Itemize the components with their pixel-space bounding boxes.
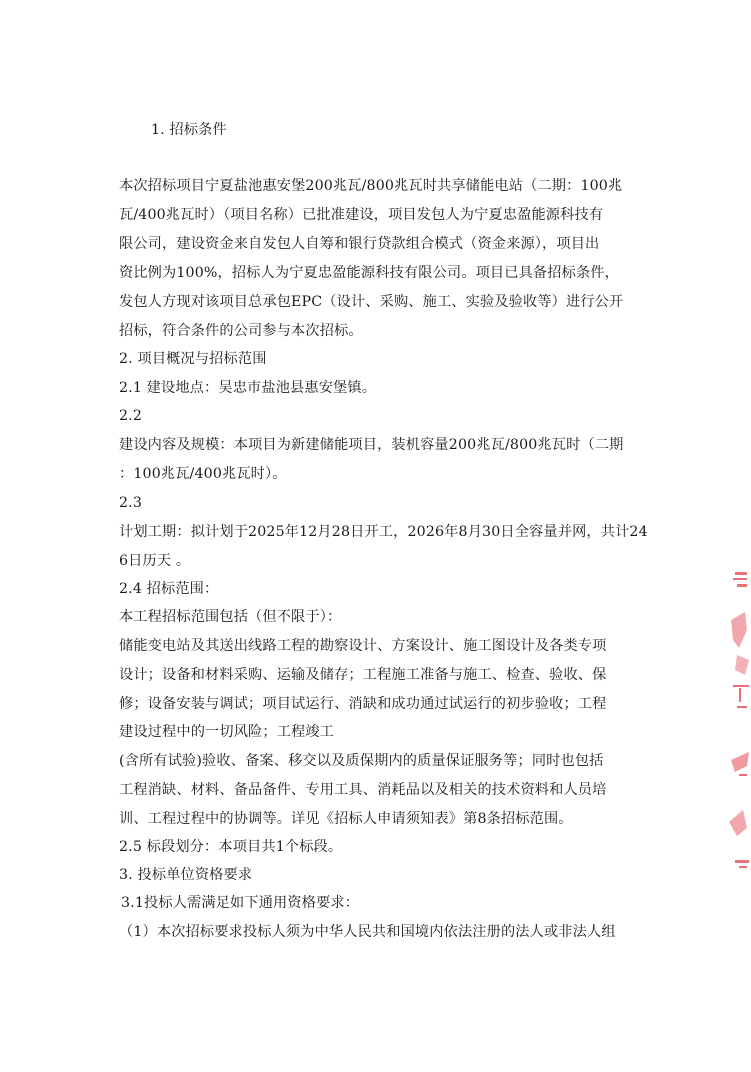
paragraph-line: 发包人方现对该项目总承包EPC（设计、采购、施工、实验及验收等）进行公开: [119, 294, 624, 310]
paragraph-line: 2.3: [119, 495, 143, 511]
section-heading-1: 1. 招标条件: [151, 122, 227, 138]
paragraph-line: 招标，符合条件的公司参与本次招标。: [119, 323, 363, 339]
paragraph-line: 修；设备安装与调试；项目试运行、消缺和成功通过试运行的初步验收；工程: [119, 696, 607, 712]
paragraph-line: 瓦/400兆瓦时）（项目名称）已批准建设，项目发包人为宁夏忠盈能源科技有: [119, 207, 604, 223]
seal-stamp-edge: [725, 560, 751, 890]
paragraph-line: (含所有试验)验收、备案、移交以及质保期内的质量保证服务等；同时也包括: [119, 753, 604, 769]
paragraph-line: 训、工程过程中的协调等。详见《招标人申请须知表》第8条招标范围。: [119, 811, 573, 827]
paragraph-line: 建设过程中的一切风险；工程竣工: [119, 724, 335, 740]
paragraph-line: 2.4 招标范围：: [119, 581, 219, 597]
section-heading-3: 3. 投标单位资格要求: [119, 867, 253, 883]
paragraph-line: （1）本次招标要求投标人须为中华人民共和国境内依法注册的法人或非法人组: [119, 924, 616, 940]
paragraph-line: 本工程招标范围包括（但不限于）：: [119, 609, 342, 625]
paragraph-line: 2.1 建设地点：吴忠市盐池县惠安堡镇。: [119, 380, 377, 396]
paragraph-line: 资比例为100%，招标人为宁夏忠盈能源科技有限公司。项目已具备招标条件，: [119, 265, 619, 281]
paragraph-line: 计划工期：拟计划于2025年12月28日开工，2026年8月30日全容量并网，共计24: [119, 524, 648, 540]
paragraph-line: 6日历天 。: [119, 553, 191, 569]
paragraph-line: 2.5 标段划分：本项目共1个标段。: [119, 839, 343, 855]
paragraph-line: 本次招标项目宁夏盐池惠安堡200兆瓦/800兆瓦时共享储能电站（二期：100兆: [119, 178, 623, 194]
paragraph-line: 工程消缺、材料、备品备件、专用工具、消耗品以及相关的技术资料和人员培: [119, 782, 607, 798]
paragraph-line: 2.2: [119, 408, 143, 424]
paragraph-line: ：100兆瓦/400兆瓦时）。: [119, 466, 287, 482]
paragraph-line: 3.1投标人需满足如下通用资格要求：: [121, 895, 360, 911]
paragraph-line: 限公司，建设资金来自发包人自筹和银行贷款组合模式（资金来源），项目出: [119, 236, 600, 252]
paragraph-line: 储能变电站及其送出线路工程的勘察设计、方案设计、施工图设计及各类专项: [119, 638, 607, 654]
paragraph-line: 设计；设备和材料采购、运输及储存；工程施工准备与施工、检查、验收、保: [119, 667, 607, 683]
paragraph-line: 建设内容及规模：本项目为新建储能项目，装机容量200兆瓦/800兆瓦时（二期: [119, 437, 624, 453]
section-heading-2: 2. 项目概况与招标范围: [119, 351, 267, 367]
